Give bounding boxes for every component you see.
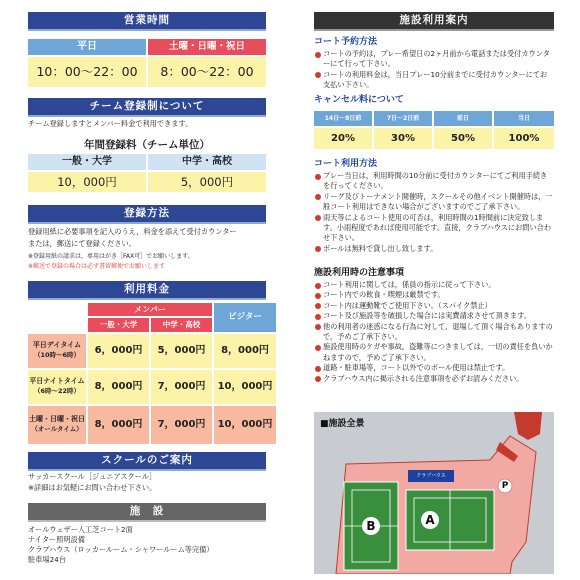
note-item: 道路・駐車場等，コート以外でのボール使用は禁止です。 — [314, 363, 554, 373]
facility-item: オールウェザー人工芝コート2面 — [28, 525, 133, 534]
facility-map — [314, 412, 554, 574]
note-item: コート内は運動靴でご使用下さい。（スパイク禁止） — [314, 301, 554, 311]
row-sub-text: （6時〜22時） — [33, 387, 81, 395]
team-price-junior: 5，000円 — [148, 172, 266, 192]
note-item: コート内での飲食・喫煙は厳禁です。 — [314, 290, 554, 300]
weekend-time: 8：00〜22：00 — [148, 57, 266, 87]
fees-row-label — [28, 370, 86, 404]
use-item: プレー当日は，利用時間の10分前に受付カウンターにてご利用手続きを行ってください。 — [314, 171, 554, 192]
note-item: コート及び施設等を破損した場合には実費請求させて頂きます。 — [314, 311, 554, 321]
team-col-junior: 中学・高校 — [148, 154, 266, 170]
reserve-title: コート予約方法 — [314, 37, 378, 47]
fee-value: 8，000円 — [88, 370, 149, 404]
register-note1: ※登録用紙の請求は，専用はがき［FAX可］でお願いします。 — [28, 253, 194, 260]
facility-item: クラブハウス（ロッカールーム・シャワールーム等完備） — [28, 545, 214, 554]
parking-label: P — [501, 481, 509, 491]
reserve-item: コートの予約は，プレー希望日の2ヶ月前から電話または受付カウンターにて行って下さい。 — [314, 49, 554, 70]
cancel-header: 当日 — [494, 111, 554, 126]
fees-row-label — [28, 406, 86, 444]
member-header: メンバー — [88, 303, 212, 316]
note-item: 他の利用者の迷惑になる行為に対して，退場して頂く場合もありますので，予めご了承下さい。 — [314, 322, 554, 343]
clubhouse-label: クラブハウス — [416, 473, 446, 479]
fee-value: 10，000円 — [214, 370, 276, 404]
row-label-text: 平日デイタイム — [32, 341, 82, 349]
reserve-list — [314, 49, 554, 91]
cancel-value: 50% — [434, 128, 492, 149]
fee-value: 7，000円 — [151, 406, 212, 444]
fee-value: 10，000円 — [214, 406, 276, 444]
team-header: チーム登録制について — [28, 98, 266, 115]
cancel-table — [314, 111, 554, 151]
hours-header: 営業時間 — [28, 12, 266, 29]
weekday-label: 平日 — [28, 39, 146, 55]
fee-value: 6，000円 — [88, 334, 149, 368]
fee-value: 8，000円 — [214, 334, 276, 368]
use-title: コート利用方法 — [314, 159, 378, 169]
row-label-text: 平日ナイトタイム — [29, 377, 85, 385]
fees-header: 利用料金 — [28, 281, 266, 298]
notes-list — [314, 280, 554, 384]
note-item: 施設使用時のケガや事故，盗難等につきましては，一切の責任を負いかねますので，予めご了承下さい。 — [314, 342, 554, 363]
cancel-header: 14日〜8日前 — [314, 111, 372, 126]
fee-value: 7，000円 — [151, 370, 212, 404]
map-title: ■施設全景 — [320, 419, 365, 429]
fee-value: 5，000円 — [151, 334, 212, 368]
use-list — [314, 171, 554, 254]
court-b-label: B — [366, 519, 376, 533]
map-drawing — [314, 412, 554, 574]
weekend-label: 土曜・日曜・祝日 — [148, 39, 266, 55]
row-label-text: 土曜・日曜・祝日 — [29, 415, 85, 423]
notes-title: 施設利用時の注意事項 — [314, 268, 405, 278]
facility-item: ナイター照明設備 — [28, 535, 85, 544]
fees-col-junior: 中学・高校 — [151, 318, 212, 332]
road-shape — [514, 412, 542, 440]
cancel-title: キャンセル料について — [314, 95, 404, 105]
cancel-value: 20% — [314, 128, 372, 149]
court-a-label: A — [425, 513, 435, 527]
fee-value: 8，000円 — [88, 406, 149, 444]
visitor-header: ビジター — [214, 303, 276, 332]
school-line2: ※詳細はお気軽にお問い合わせ下さい。 — [28, 483, 157, 492]
register-note2: ※郵送で登録の場合は必ず書留郵便でお願いします — [28, 263, 166, 270]
team-col-general: 一般・大学 — [28, 154, 146, 170]
school-line1: サッカースクール［ジュニアスクール］ — [28, 472, 157, 481]
use-item: リーグ及びトーナメント開催時，スクールその他イベント開催時は，一般コート利用はできない場合がございますのでご了承下さい。 — [314, 192, 554, 213]
facility-item: 駐車場24台 — [28, 555, 66, 564]
use-item: ボールは無料で貸し出し致します。 — [314, 244, 554, 254]
weekday-time: 10：00〜22：00 — [28, 57, 146, 87]
cancel-value: 100% — [494, 128, 554, 149]
fees-row-label — [28, 334, 86, 368]
row-sub-text: （10時〜6時） — [33, 351, 81, 359]
register-line2: または，郵送にて登録ください。 — [28, 239, 136, 248]
row-sub-text: （オールタイム） — [31, 425, 83, 433]
school-header: スクールのご案内 — [28, 452, 266, 469]
guide-header: 施設利用案内 — [314, 12, 554, 29]
team-price-general: 10，000円 — [28, 172, 146, 192]
fee-title: 年間登録料（チーム単位） — [84, 139, 210, 151]
facilities-header: 施 設 — [28, 503, 266, 520]
cancel-header: 前日 — [434, 111, 492, 126]
team-desc: チーム登録しますとメンバー料金で利用できます。 — [28, 119, 193, 128]
fees-table — [28, 303, 276, 444]
register-line1: 登録用紙に必要事項を記入のうえ，料金を添えて受付カウンター — [28, 227, 237, 236]
register-header: 登録方法 — [28, 205, 266, 222]
use-item: 雨天等によるコート使用の可否は，利用時間の1時間前に決定致します。小雨程度であれば使用可能です。直接，クラブハウスにお問い合わせ下さい。 — [314, 213, 554, 244]
cancel-header: 7日〜2日前 — [374, 111, 432, 126]
fees-col-general: 一般・大学 — [88, 318, 149, 332]
reserve-item: コートの利用料金は，当日プレー10分前までに受付カウンターにてお支払い下さい。 — [314, 70, 554, 91]
note-item: クラブハウス内に掲示される注意事項を必ずお読みください。 — [314, 374, 554, 384]
note-item: コート利用に関しては，係員の指示に従って下さい。 — [314, 280, 554, 290]
cancel-value: 30% — [374, 128, 432, 149]
